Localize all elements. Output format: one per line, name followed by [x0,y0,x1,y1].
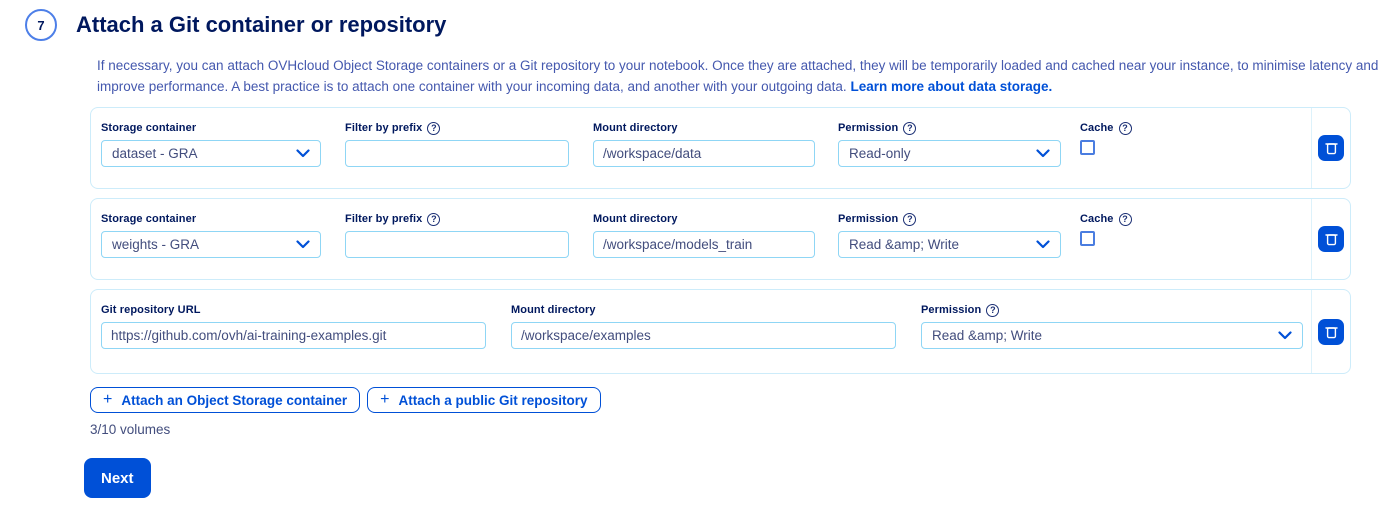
help-icon[interactable]: ? [986,304,999,317]
permission-field [838,121,1061,167]
storage-container-label: Storage container [101,213,197,225]
delete-zone [1312,290,1350,373]
cache-field [1080,121,1140,155]
permission-select[interactable] [921,322,1303,349]
chevron-down-icon [1036,149,1050,158]
mount-directory-input[interactable] [511,322,896,349]
storage-container-value: dataset - GRA [112,146,198,161]
next-button[interactable]: Next [84,458,151,498]
attach-object-storage-label: Attach an Object Storage container [121,392,348,408]
cache-checkbox[interactable] [1080,140,1095,155]
delete-zone [1312,108,1350,188]
attach-git-repository-button[interactable] [367,387,600,413]
cache-label: Cache [1080,213,1114,225]
help-icon[interactable]: ? [1119,122,1132,135]
mount-directory-label: Mount directory [593,122,678,134]
cache-label: Cache [1080,122,1114,134]
cache-checkbox[interactable] [1080,231,1095,246]
trash-icon [1325,325,1338,339]
step-header [0,0,1400,41]
volume-row-git [90,289,1351,374]
delete-volume-button[interactable] [1318,135,1344,161]
attach-object-storage-button[interactable] [90,387,360,413]
git-url-field [101,303,486,349]
help-icon[interactable]: ? [903,122,916,135]
step-number-badge [25,9,57,41]
intro-text: If necessary, you can attach OVHcloud Object Storage containers or a Git repository to your notebook. Once they are attached, they will be temporarily loaded and cached near your instance, to minimise latency and improve performance. A best practice is to attach one container with your incoming data, and another with your outgoing data. [97,58,1379,94]
learn-more-link[interactable]: Learn more about data storage. [850,79,1053,94]
permission-label: Permission [921,304,982,316]
permission-field [921,303,1303,349]
mount-directory-field [511,303,896,349]
git-url-input[interactable] [101,322,486,349]
help-icon[interactable]: ? [427,213,440,226]
filter-prefix-input[interactable] [345,231,569,258]
filter-prefix-input[interactable] [345,140,569,167]
permission-label: Permission [838,122,899,134]
step-number: 7 [37,17,45,33]
help-icon[interactable]: ? [1119,213,1132,226]
delete-volume-button[interactable] [1318,319,1344,345]
attach-git-repository-label: Attach a public Git repository [398,392,588,408]
delete-volume-button[interactable] [1318,226,1344,252]
delete-zone [1312,199,1350,279]
storage-container-select[interactable] [101,231,321,258]
permission-select[interactable] [838,231,1061,258]
filter-prefix-field [345,212,569,258]
help-icon[interactable]: ? [903,213,916,226]
mount-directory-label: Mount directory [593,213,678,225]
plus-icon: + [380,391,390,408]
permission-select[interactable] [838,140,1061,167]
filter-prefix-label: Filter by prefix [345,122,423,134]
plus-icon: + [103,391,113,408]
storage-container-select[interactable] [101,140,321,167]
mount-directory-field [593,212,815,258]
volumes-counter: 3/10 volumes [90,422,171,437]
chevron-down-icon [296,240,310,249]
permission-field [838,212,1061,258]
help-icon[interactable]: ? [427,122,440,135]
page-title: Attach a Git container or repository [76,12,447,37]
volume-row-container-2 [90,198,1351,280]
permission-label: Permission [838,213,899,225]
permission-value: Read-only [849,146,911,161]
trash-icon [1325,141,1338,155]
filter-prefix-field [345,121,569,167]
trash-icon [1325,232,1338,246]
chevron-down-icon [296,149,310,158]
chevron-down-icon [1278,331,1292,340]
mount-directory-input[interactable] [593,140,815,167]
mount-directory-field [593,121,815,167]
permission-value: Read &amp; Write [932,328,1043,343]
permission-value: Read &amp; Write [849,237,960,252]
chevron-down-icon [1036,240,1050,249]
git-url-label: Git repository URL [101,304,201,316]
intro-paragraph [97,55,1385,97]
attach-actions [90,387,1400,413]
cache-field [1080,212,1140,246]
volume-row-container-1 [90,107,1351,189]
storage-container-value: weights - GRA [112,237,200,252]
volumes-list [90,107,1400,374]
mount-directory-input[interactable] [593,231,815,258]
storage-container-field [101,212,321,258]
mount-directory-label: Mount directory [511,304,596,316]
storage-container-field [101,121,321,167]
filter-prefix-label: Filter by prefix [345,213,423,225]
storage-container-label: Storage container [101,122,197,134]
